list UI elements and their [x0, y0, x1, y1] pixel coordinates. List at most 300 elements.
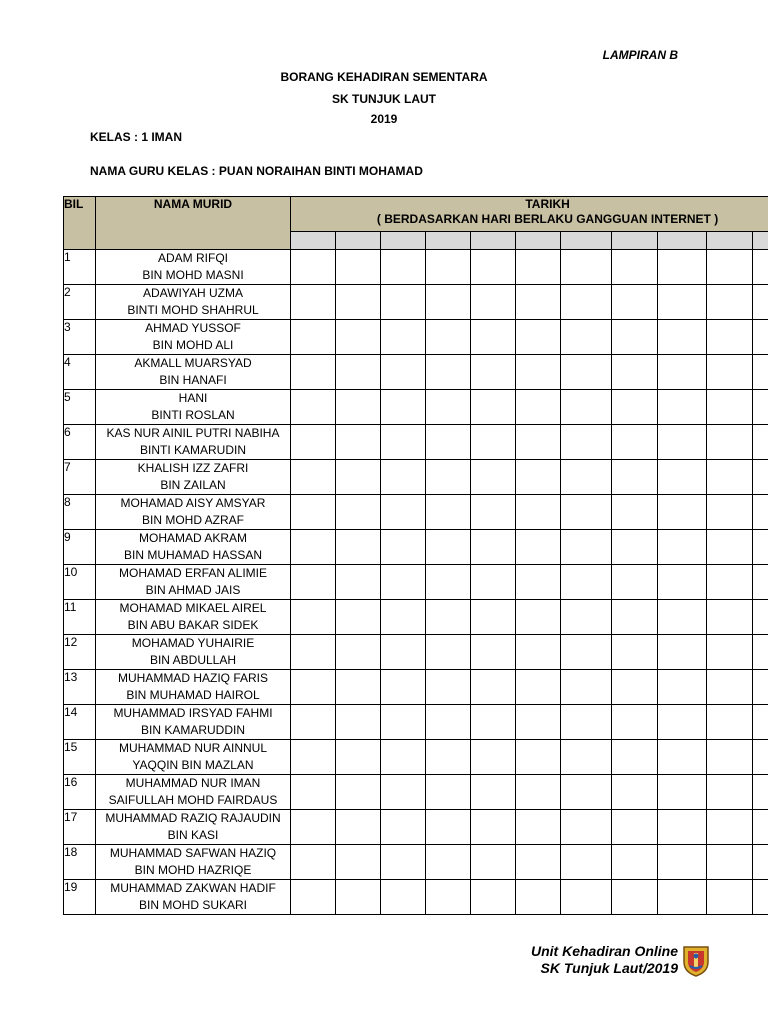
attendance-cell[interactable]	[471, 495, 516, 530]
date-cell[interactable]	[381, 231, 426, 249]
attendance-cell[interactable]	[381, 565, 426, 600]
attendance-cell[interactable]	[471, 880, 516, 915]
attendance-cell[interactable]	[658, 355, 707, 390]
attendance-cell[interactable]	[336, 705, 381, 740]
table-row	[64, 810, 768, 845]
attendance-cell[interactable]	[753, 460, 768, 495]
attendance-cell[interactable]	[426, 320, 471, 355]
date-cell[interactable]	[291, 231, 336, 249]
attendance-cell[interactable]	[471, 740, 516, 775]
attendance-cell[interactable]	[381, 600, 426, 635]
student-name-line-2: BIN MOHD ALI	[152, 338, 234, 352]
attendance-cell[interactable]	[561, 635, 612, 670]
attendance-cell[interactable]	[291, 705, 336, 740]
attendance-cell[interactable]	[336, 355, 381, 390]
student-name	[96, 355, 291, 390]
attendance-cell[interactable]	[658, 740, 707, 775]
attendance-cell[interactable]	[426, 635, 471, 670]
attendance-cell[interactable]	[381, 705, 426, 740]
attendance-cell[interactable]	[516, 565, 561, 600]
attendance-cell[interactable]	[426, 390, 471, 425]
attendance-cell[interactable]	[753, 845, 768, 880]
attendance-cell[interactable]	[381, 495, 426, 530]
attendance-cell[interactable]	[612, 250, 658, 285]
table-row	[64, 600, 768, 635]
attendance-cell[interactable]	[336, 775, 381, 810]
attendance-cell[interactable]	[753, 810, 768, 845]
student-name-line-2: BIN AHMAD JAIS	[145, 583, 241, 597]
student-name	[96, 880, 291, 915]
attendance-cell[interactable]	[658, 880, 707, 915]
footer-line-2: SK Tunjuk Laut/2019	[540, 960, 678, 976]
attendance-cell[interactable]	[707, 740, 753, 775]
student-name-line-2: BIN ABU BAKAR SIDEK	[127, 618, 259, 632]
attendance-cell[interactable]	[291, 425, 336, 460]
attendance-cell[interactable]	[612, 740, 658, 775]
attendance-cell[interactable]	[381, 740, 426, 775]
attendance-cell[interactable]	[516, 600, 561, 635]
attendance-cell[interactable]	[516, 845, 561, 880]
row-number: 5	[64, 390, 96, 425]
attendance-cell[interactable]	[426, 775, 471, 810]
date-cell[interactable]	[612, 231, 658, 249]
attendance-cell[interactable]	[561, 320, 612, 355]
attendance-cell[interactable]	[471, 285, 516, 320]
attendance-cell[interactable]	[516, 880, 561, 915]
attendance-cell[interactable]	[753, 880, 768, 915]
attendance-cell[interactable]	[426, 530, 471, 565]
attendance-cell[interactable]	[426, 460, 471, 495]
table-row	[64, 565, 768, 600]
attendance-cell[interactable]	[753, 705, 768, 740]
attendance-cell[interactable]	[426, 425, 471, 460]
attendance-cell[interactable]	[707, 390, 753, 425]
row-number: 8	[64, 495, 96, 530]
attendance-cell[interactable]	[707, 635, 753, 670]
attendance-cell[interactable]	[753, 250, 768, 285]
attendance-cell[interactable]	[516, 285, 561, 320]
attendance-cell[interactable]	[471, 600, 516, 635]
attendance-cell[interactable]	[561, 740, 612, 775]
table-row	[64, 390, 768, 425]
attendance-cell[interactable]	[612, 285, 658, 320]
attendance-cell[interactable]	[561, 355, 612, 390]
attendance-cell[interactable]	[561, 600, 612, 635]
attendance-cell[interactable]	[291, 285, 336, 320]
attendance-cell[interactable]	[381, 285, 426, 320]
student-name	[96, 705, 291, 740]
row-number: 13	[64, 670, 96, 705]
attendance-cell[interactable]	[753, 670, 768, 705]
teacher-label: NAMA GURU KELAS : PUAN NORAIHAN BINTI MOHAMAD	[90, 164, 423, 178]
attendance-cell[interactable]	[753, 635, 768, 670]
attendance-cell[interactable]	[426, 670, 471, 705]
attendance-cell[interactable]	[561, 250, 612, 285]
attendance-cell[interactable]	[753, 285, 768, 320]
attendance-cell[interactable]	[336, 250, 381, 285]
attendance-cell[interactable]	[381, 775, 426, 810]
attendance-cell[interactable]	[516, 390, 561, 425]
attendance-cell[interactable]	[471, 810, 516, 845]
attendance-cell[interactable]	[336, 740, 381, 775]
attendance-cell[interactable]	[336, 565, 381, 600]
table-row	[64, 460, 768, 495]
attendance-cell[interactable]	[381, 425, 426, 460]
attendance-cell[interactable]	[753, 530, 768, 565]
student-name-line-1: MUHAMMAD RAZIQ RAJAUDIN	[105, 811, 281, 825]
attendance-cell[interactable]	[612, 810, 658, 845]
attendance-cell[interactable]	[753, 600, 768, 635]
attendance-cell[interactable]	[516, 460, 561, 495]
attendance-cell[interactable]	[381, 670, 426, 705]
attendance-cell[interactable]	[291, 250, 336, 285]
row-number: 12	[64, 635, 96, 670]
attendance-cell[interactable]	[658, 320, 707, 355]
attendance-cell[interactable]	[336, 285, 381, 320]
form-title: BORANG KEHADIRAN SEMENTARA	[280, 70, 488, 84]
student-name	[96, 845, 291, 880]
student-name-line-2: BIN MUHAMAD HASSAN	[123, 548, 263, 562]
table-row	[64, 495, 768, 530]
attendance-cell[interactable]	[426, 845, 471, 880]
attendance-cell[interactable]	[426, 355, 471, 390]
attendance-cell[interactable]	[612, 425, 658, 460]
attendance-cell[interactable]	[561, 880, 612, 915]
attendance-cell[interactable]	[336, 635, 381, 670]
attendance-cell[interactable]	[426, 495, 471, 530]
attendance-cell[interactable]	[658, 460, 707, 495]
student-name	[96, 320, 291, 355]
attendance-cell[interactable]	[291, 565, 336, 600]
attendance-cell[interactable]	[516, 355, 561, 390]
attendance-cell[interactable]	[381, 355, 426, 390]
student-name-line-1: MOHAMAD ERFAN ALIMIE	[118, 566, 268, 580]
attendance-cell[interactable]	[291, 390, 336, 425]
date-cell[interactable]	[516, 231, 561, 249]
attendance-cell[interactable]	[336, 670, 381, 705]
row-number: 14	[64, 705, 96, 740]
date-cell[interactable]	[753, 231, 768, 249]
table-row	[64, 775, 768, 810]
student-name-line-1: MUHAMMAD NUR AINNUL	[118, 741, 267, 755]
attendance-cell[interactable]	[612, 495, 658, 530]
attendance-cell[interactable]	[612, 845, 658, 880]
student-name-line-1: MOHAMAD AISY AMSYAR	[120, 496, 266, 510]
attendance-cell[interactable]	[658, 600, 707, 635]
attendance-cell[interactable]	[658, 530, 707, 565]
attendance-cell[interactable]	[471, 705, 516, 740]
row-number: 9	[64, 530, 96, 565]
header-nama-murid: NAMA MURID	[96, 197, 291, 250]
student-name-line-2: BIN MOHD SUKARI	[138, 898, 247, 912]
attendance-cell[interactable]	[516, 635, 561, 670]
attendance-cell[interactable]	[612, 775, 658, 810]
attendance-cell[interactable]	[381, 530, 426, 565]
attendance-cell[interactable]	[612, 880, 658, 915]
attendance-cell[interactable]	[658, 565, 707, 600]
attendance-cell[interactable]	[707, 600, 753, 635]
attendance-cell[interactable]	[658, 390, 707, 425]
row-number: 2	[64, 285, 96, 320]
class-label: KELAS : 1 IMAN	[90, 130, 183, 144]
attendance-cell[interactable]	[471, 390, 516, 425]
attendance-cell[interactable]	[291, 670, 336, 705]
attendance-cell[interactable]	[561, 390, 612, 425]
student-name	[96, 565, 291, 600]
attendance-cell[interactable]	[612, 635, 658, 670]
attendance-cell[interactable]	[561, 460, 612, 495]
attendance-cell[interactable]	[471, 775, 516, 810]
attendance-cell[interactable]	[291, 880, 336, 915]
attendance-cell[interactable]	[471, 670, 516, 705]
attendance-cell[interactable]	[336, 425, 381, 460]
attendance-cell[interactable]	[516, 775, 561, 810]
row-number: 19	[64, 880, 96, 915]
student-name	[96, 460, 291, 495]
attendance-cell[interactable]	[381, 320, 426, 355]
student-name	[96, 775, 291, 810]
table-row	[64, 285, 768, 320]
student-name	[96, 635, 291, 670]
attendance-cell[interactable]	[612, 600, 658, 635]
attendance-cell[interactable]	[471, 320, 516, 355]
attendance-cell[interactable]	[612, 565, 658, 600]
attendance-cell[interactable]	[336, 460, 381, 495]
attendance-cell[interactable]	[426, 565, 471, 600]
attendance-cell[interactable]	[426, 880, 471, 915]
attendance-cell[interactable]	[516, 320, 561, 355]
attendance-cell[interactable]	[426, 600, 471, 635]
footer-text	[470, 943, 678, 977]
attendance-cell[interactable]	[336, 530, 381, 565]
attendance-cell[interactable]	[471, 565, 516, 600]
student-name-line-1: MOHAMAD YUHAIRIE	[131, 636, 255, 650]
table-row	[64, 740, 768, 775]
attendance-cell[interactable]	[658, 635, 707, 670]
table-row	[64, 670, 768, 705]
student-name-line-1: MOHAMAD MIKAEL AIREL	[119, 601, 267, 615]
student-name-line-2: BIN KASI	[167, 828, 219, 842]
attendance-cell[interactable]	[561, 530, 612, 565]
attendance-cell[interactable]	[426, 705, 471, 740]
attendance-cell[interactable]	[291, 845, 336, 880]
attendance-cell[interactable]	[336, 880, 381, 915]
attendance-cell[interactable]	[471, 355, 516, 390]
student-name	[96, 530, 291, 565]
table-row	[64, 880, 768, 915]
attendance-cell[interactable]	[658, 495, 707, 530]
attendance-cell[interactable]	[561, 495, 612, 530]
student-name-line-2: BIN MUHAMAD HAIROL	[126, 688, 260, 702]
attendance-cell[interactable]	[612, 355, 658, 390]
attendance-cell[interactable]	[516, 425, 561, 460]
attendance-cell[interactable]	[471, 425, 516, 460]
date-cell[interactable]	[707, 231, 753, 249]
date-cell[interactable]	[658, 231, 707, 249]
row-number: 10	[64, 565, 96, 600]
student-name-line-2: BIN ZAILAN	[160, 478, 226, 492]
attendance-cell[interactable]	[707, 460, 753, 495]
attendance-cell[interactable]	[561, 670, 612, 705]
attendance-cell[interactable]	[753, 425, 768, 460]
student-name-line-1: ADAWIYAH UZMA	[142, 286, 243, 300]
attendance-cell[interactable]	[516, 670, 561, 705]
attendance-cell[interactable]	[516, 810, 561, 845]
student-name	[96, 495, 291, 530]
student-name	[96, 810, 291, 845]
attendance-cell[interactable]	[291, 495, 336, 530]
date-cell[interactable]	[561, 231, 612, 249]
attendance-cell[interactable]	[612, 705, 658, 740]
student-name-line-2: BIN KAMARUDDIN	[140, 723, 245, 737]
date-cell[interactable]	[471, 231, 516, 249]
attendance-cell[interactable]	[707, 670, 753, 705]
row-number: 11	[64, 600, 96, 635]
form-year: 2019	[370, 112, 398, 126]
date-cell[interactable]	[336, 231, 381, 249]
attendance-cell[interactable]	[336, 810, 381, 845]
attendance-cell[interactable]	[612, 390, 658, 425]
attendance-cell[interactable]	[707, 845, 753, 880]
attendance-cell[interactable]	[561, 285, 612, 320]
attendance-cell[interactable]	[291, 635, 336, 670]
attendance-cell[interactable]	[658, 845, 707, 880]
attendance-cell[interactable]	[707, 705, 753, 740]
attendance-cell[interactable]	[336, 495, 381, 530]
attendance-cell[interactable]	[658, 810, 707, 845]
attendance-cell[interactable]	[426, 740, 471, 775]
attendance-cell[interactable]	[336, 845, 381, 880]
date-cell[interactable]	[426, 231, 471, 249]
attendance-cell[interactable]	[426, 250, 471, 285]
student-name-line-2: BIN ABDULLAH	[149, 653, 237, 667]
attendance-cell[interactable]	[707, 880, 753, 915]
attendance-cell[interactable]	[291, 810, 336, 845]
attendance-cell[interactable]	[658, 775, 707, 810]
attendance-cell[interactable]	[707, 495, 753, 530]
attendance-cell[interactable]	[707, 810, 753, 845]
attendance-cell[interactable]	[753, 355, 768, 390]
attendance-cell[interactable]	[291, 740, 336, 775]
attendance-cell[interactable]	[471, 530, 516, 565]
attendance-cell[interactable]	[707, 355, 753, 390]
attendance-cell[interactable]	[707, 565, 753, 600]
attendance-cell[interactable]	[426, 810, 471, 845]
attendance-cell[interactable]	[291, 320, 336, 355]
attendance-cell[interactable]	[471, 635, 516, 670]
attendance-cell[interactable]	[707, 530, 753, 565]
attendance-cell[interactable]	[561, 565, 612, 600]
attendance-cell[interactable]	[336, 320, 381, 355]
attendance-cell[interactable]	[471, 845, 516, 880]
header-tarikh-label: TARIKH	[525, 197, 570, 211]
attendance-cell[interactable]	[471, 460, 516, 495]
attendance-cell[interactable]	[658, 285, 707, 320]
student-name-line-2: BINTI KAMARUDIN	[139, 443, 246, 457]
attendance-cell[interactable]	[291, 530, 336, 565]
row-number: 18	[64, 845, 96, 880]
student-name-line-1: MUHAMMAD HAZIQ FARIS	[117, 671, 268, 685]
attendance-cell[interactable]	[612, 320, 658, 355]
attendance-cell[interactable]	[707, 285, 753, 320]
row-number: 3	[64, 320, 96, 355]
row-number: 6	[64, 425, 96, 460]
attendance-cell[interactable]	[612, 530, 658, 565]
attendance-cell[interactable]	[336, 600, 381, 635]
row-number: 15	[64, 740, 96, 775]
attendance-cell[interactable]	[516, 495, 561, 530]
attendance-cell[interactable]	[561, 810, 612, 845]
attendance-cell[interactable]	[707, 775, 753, 810]
attendance-cell[interactable]	[753, 320, 768, 355]
student-name	[96, 425, 291, 460]
attendance-cell[interactable]	[612, 460, 658, 495]
attendance-cell[interactable]	[516, 740, 561, 775]
student-name-line-1: KAS NUR AINIL PUTRI NABIHA	[106, 426, 280, 440]
attendance-cell[interactable]	[658, 670, 707, 705]
attendance-cell[interactable]	[753, 775, 768, 810]
student-name-line-2: BINTI ROSLAN	[151, 408, 235, 422]
attendance-cell[interactable]	[658, 250, 707, 285]
attendance-cell[interactable]	[658, 705, 707, 740]
attendance-cell[interactable]	[561, 845, 612, 880]
attendance-cell[interactable]	[516, 705, 561, 740]
row-number: 16	[64, 775, 96, 810]
attendance-cell[interactable]	[291, 460, 336, 495]
attendance-cell[interactable]	[707, 250, 753, 285]
attendance-cell[interactable]	[381, 460, 426, 495]
student-name-line-2: BIN MOHD MASNI	[142, 268, 244, 282]
attendance-cell[interactable]	[291, 775, 336, 810]
header-tarikh-subtitle: ( BERDASARKAN HARI BERLAKU GANGGUAN INTERNET )	[376, 212, 719, 226]
attendance-cell[interactable]	[707, 320, 753, 355]
attendance-cell[interactable]	[381, 880, 426, 915]
student-name	[96, 285, 291, 320]
attendance-cell[interactable]	[753, 390, 768, 425]
attendance-cell[interactable]	[471, 250, 516, 285]
attendance-cell[interactable]	[561, 775, 612, 810]
attendance-cell[interactable]	[612, 670, 658, 705]
attendance-cell[interactable]	[291, 600, 336, 635]
student-name-line-1: MUHAMMAD NUR IMAN	[125, 776, 261, 790]
student-name	[96, 740, 291, 775]
student-name-line-1: AKMALL MUARSYAD	[134, 356, 252, 370]
attendance-cell[interactable]	[516, 530, 561, 565]
attendance-cell[interactable]	[291, 355, 336, 390]
attendance-cell[interactable]	[381, 635, 426, 670]
attendance-cell[interactable]	[381, 250, 426, 285]
attendance-cell[interactable]	[658, 425, 707, 460]
student-name-line-2: BIN MOHD HAZRIQE	[134, 863, 252, 877]
attendance-cell[interactable]	[561, 425, 612, 460]
student-name	[96, 390, 291, 425]
attendance-cell[interactable]	[753, 495, 768, 530]
attendance-cell[interactable]	[516, 250, 561, 285]
attendance-cell[interactable]	[753, 740, 768, 775]
attendance-cell[interactable]	[707, 425, 753, 460]
attendance-cell[interactable]	[561, 705, 612, 740]
attendance-cell[interactable]	[336, 390, 381, 425]
row-number: 17	[64, 810, 96, 845]
attendance-cell[interactable]	[381, 390, 426, 425]
attendance-cell[interactable]	[381, 810, 426, 845]
row-number: 7	[64, 460, 96, 495]
attendance-cell[interactable]	[426, 285, 471, 320]
attendance-cell[interactable]	[753, 565, 768, 600]
attendance-cell[interactable]	[381, 845, 426, 880]
row-number: 4	[64, 355, 96, 390]
table-row	[64, 355, 768, 390]
